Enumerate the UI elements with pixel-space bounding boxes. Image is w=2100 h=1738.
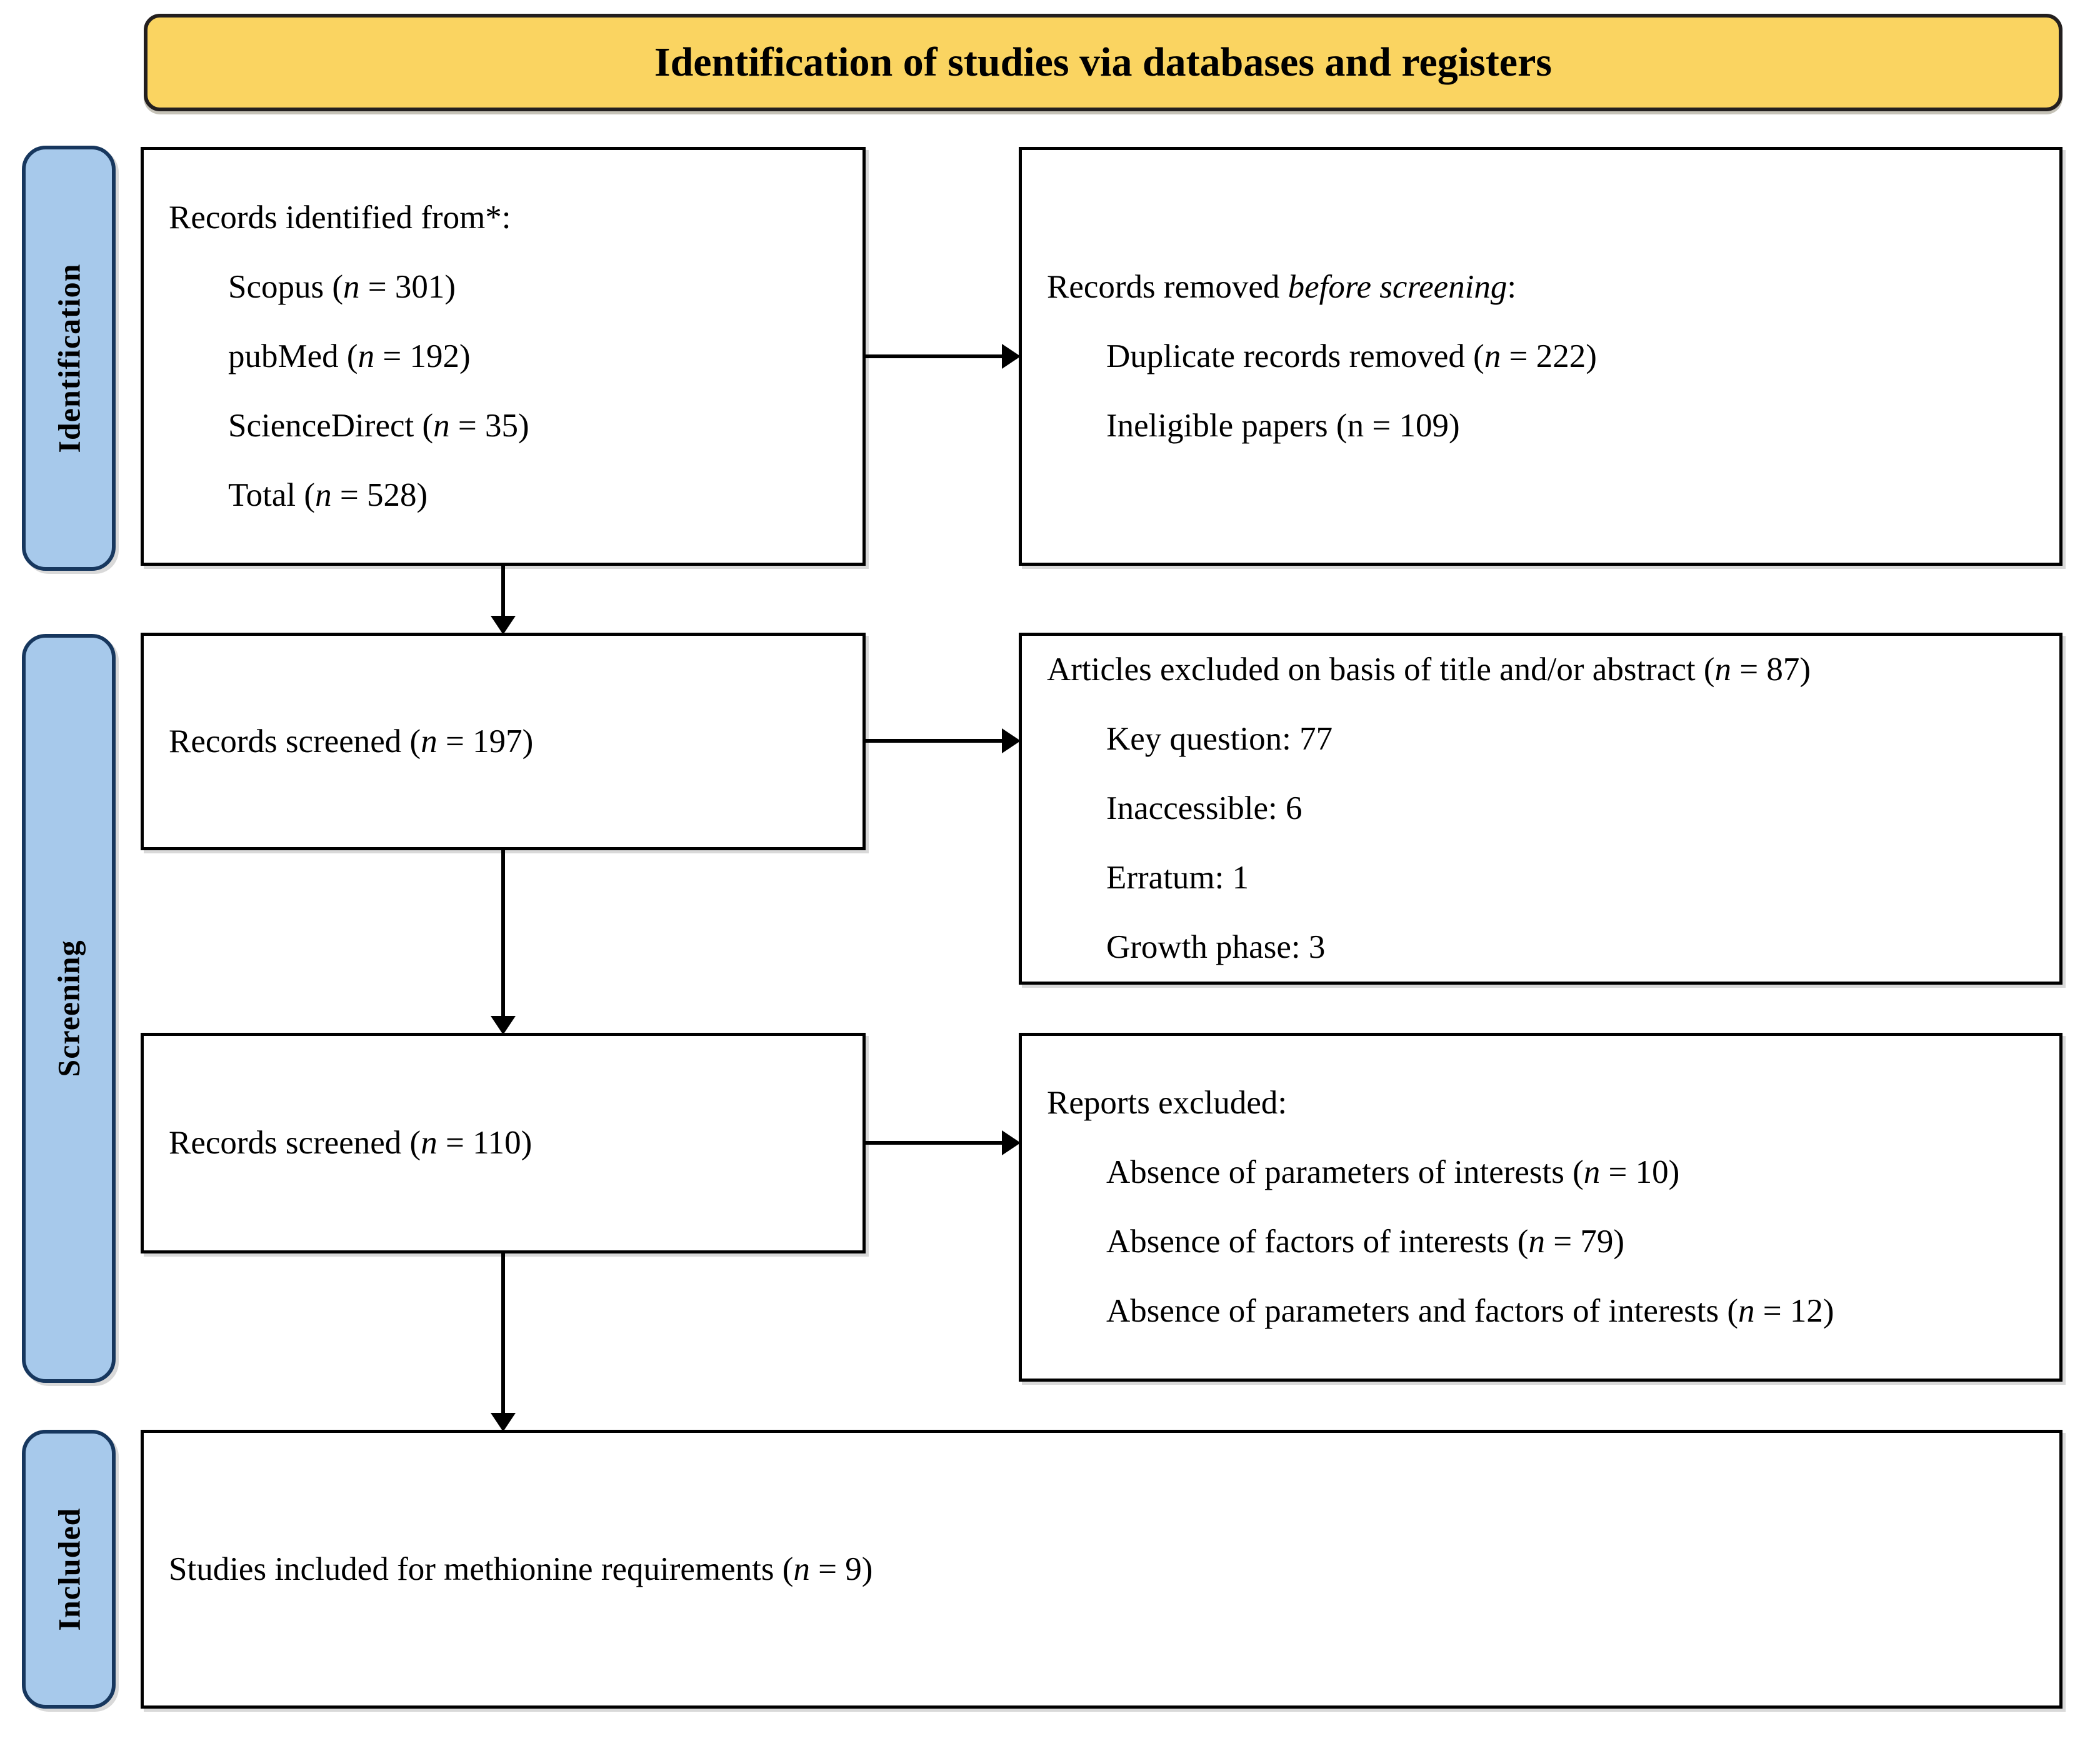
- records-identified-box: [141, 147, 866, 566]
- arrow-identified-to-removed: [866, 344, 1021, 369]
- arrow-shaft: [501, 1253, 505, 1415]
- arrow-screened110-down: [491, 1253, 516, 1432]
- arrow-identified-down: [491, 566, 516, 635]
- erratum-item: Erratum: 1: [1106, 860, 1249, 896]
- records-screened-110-text: Records screened (n = 110): [169, 1125, 532, 1161]
- arrow-shaft: [866, 354, 1004, 358]
- stage-screening: [22, 634, 116, 1383]
- stage-identification-label: Identification: [51, 263, 86, 453]
- stage-included-label: Included: [51, 1507, 86, 1631]
- arrow-screened197-to-excluded: [866, 728, 1021, 753]
- title-banner: [144, 14, 2062, 111]
- stage-included: [22, 1430, 116, 1709]
- arrow-shaft: [866, 1141, 1004, 1145]
- studies-included-box: [141, 1430, 2062, 1709]
- absence-parameters-factors-item: Absence of parameters and factors of interests (n = 12): [1106, 1293, 1834, 1329]
- records-removed-box: [1019, 147, 2062, 566]
- absence-parameters-item: Absence of parameters of interests (n = 10): [1106, 1154, 1680, 1190]
- reports-excluded-box: [1019, 1033, 2062, 1382]
- stage-identification: [22, 146, 116, 571]
- records-screened-197-box: [141, 633, 866, 850]
- records-removed-header: Records removed before screening:: [1047, 268, 1517, 305]
- records-screened-110-box: [141, 1033, 866, 1253]
- growth-phase-item: Growth phase: 3: [1106, 929, 1326, 965]
- stage-screening-label: Screening: [51, 940, 86, 1077]
- arrow-screened197-down: [491, 850, 516, 1035]
- source-scopus: Scopus (n = 301): [228, 268, 456, 305]
- inaccessible-item: Inaccessible: 6: [1106, 790, 1302, 826]
- reports-excluded-header: Reports excluded:: [1047, 1085, 1288, 1121]
- source-total: Total (n = 528): [228, 476, 428, 513]
- source-pubmed: pubMed (n = 192): [228, 338, 471, 374]
- key-question-item: Key question: 77: [1106, 721, 1333, 757]
- articles-excluded-box: [1019, 633, 2062, 985]
- records-identified-header: Records identified from*:: [169, 199, 511, 236]
- absence-factors-item: Absence of factors of interests (n = 79): [1106, 1223, 1625, 1260]
- articles-excluded-header: Articles excluded on basis of title and/or abstract (n = 87): [1047, 651, 1811, 688]
- studies-included-text: Studies included for methionine requirements (n = 9): [169, 1550, 873, 1587]
- page-title: Identification of studies via databases and registers: [654, 39, 1552, 85]
- arrow-shaft: [501, 850, 505, 1018]
- ineligible-papers-item: Ineligible papers (n = 109): [1106, 407, 1460, 444]
- arrow-screened110-to-reports: [866, 1130, 1021, 1155]
- duplicate-records-item: Duplicate records removed (n = 222): [1106, 338, 1597, 374]
- source-sciencedirect: ScienceDirect (n = 35): [228, 407, 529, 444]
- records-screened-197-text: Records screened (n = 197): [169, 723, 534, 760]
- arrow-shaft: [501, 566, 505, 618]
- arrow-shaft: [866, 739, 1004, 743]
